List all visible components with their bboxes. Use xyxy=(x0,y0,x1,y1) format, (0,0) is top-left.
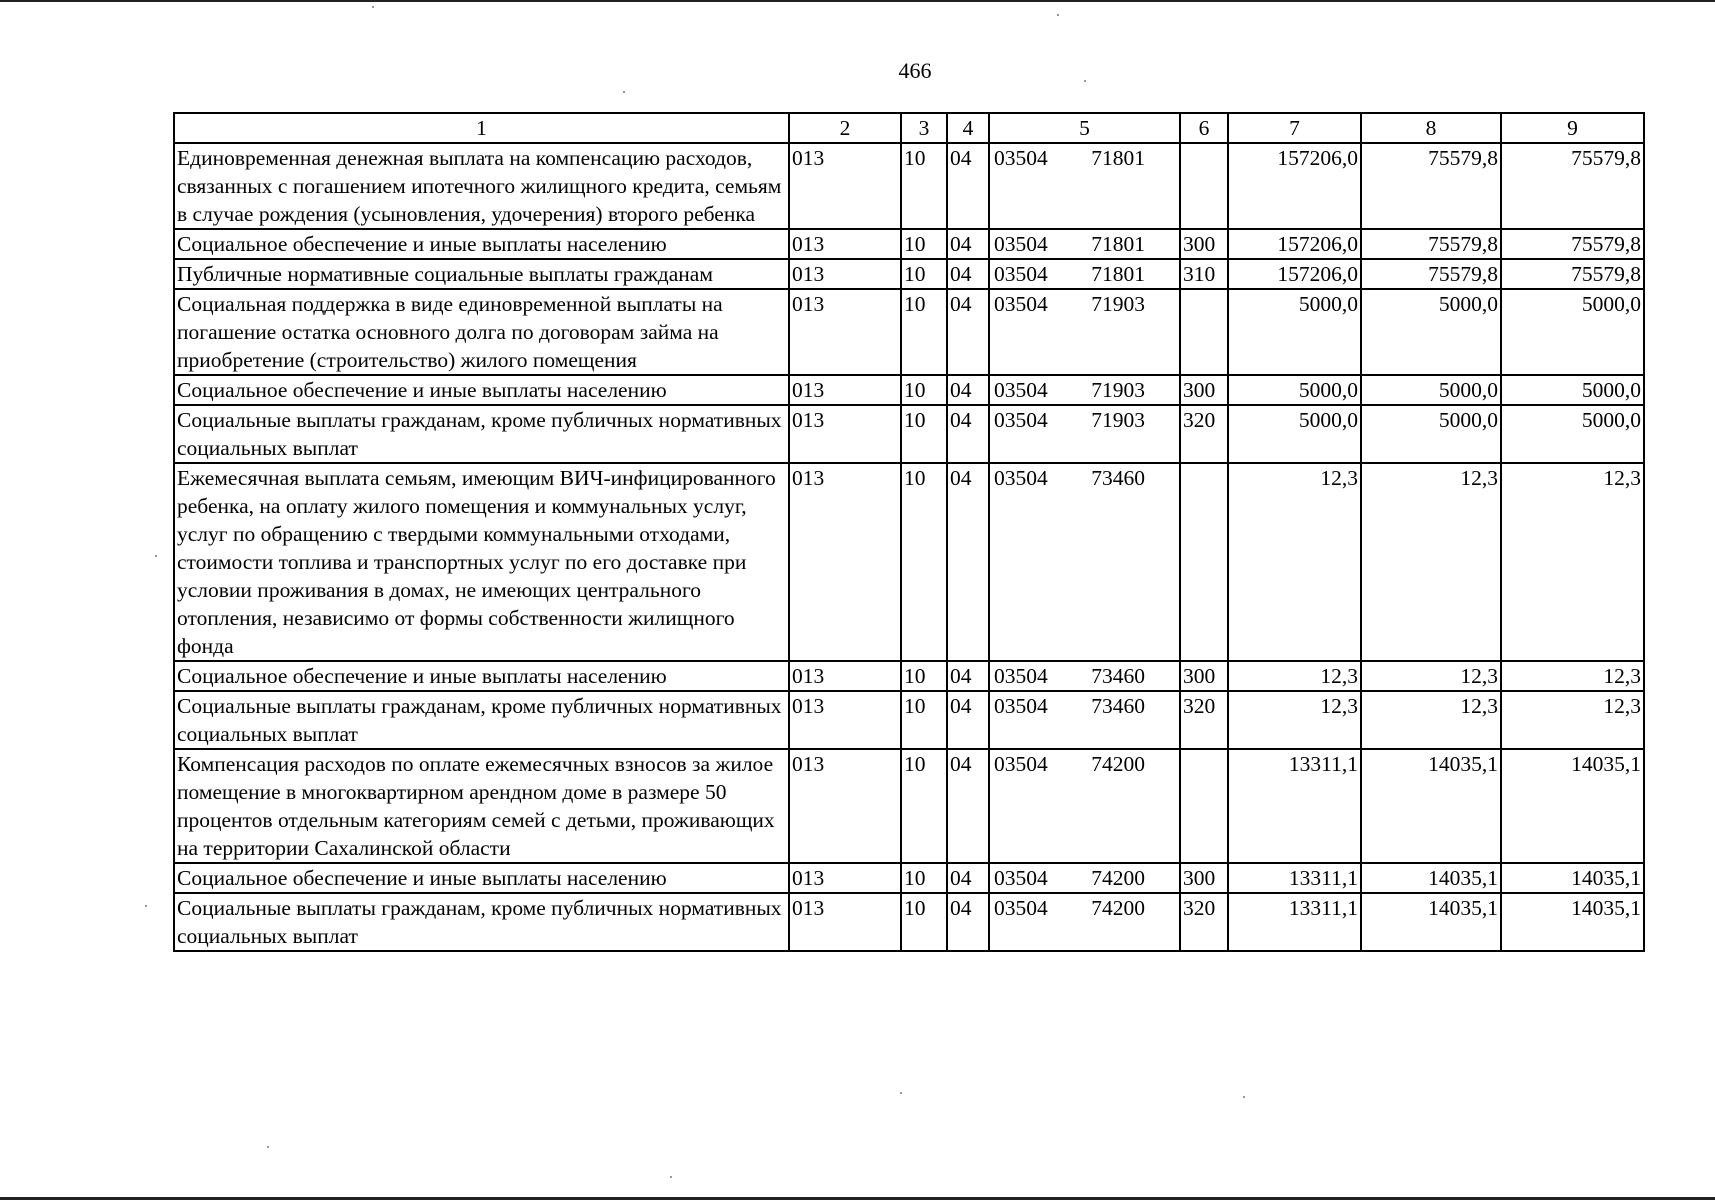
target-article-cell xyxy=(989,289,1180,375)
expense-type-cell: 300 xyxy=(1180,229,1228,259)
row-name-cell: Социальные выплаты гражданам, кроме публичных нормативных социальных выплат xyxy=(174,893,789,951)
amount-col7-cell: 5000,0 xyxy=(1228,289,1361,375)
amount-col7-cell: 5000,0 xyxy=(1228,405,1361,463)
target-article-program: 03504 xyxy=(994,664,1048,688)
ministry-code-cell: 013 xyxy=(789,691,901,749)
table-row xyxy=(174,405,1644,463)
target-article-direction: 71801 xyxy=(1091,146,1145,170)
amount-col7-cell: 12,3 xyxy=(1228,463,1361,661)
amount-col8-cell: 5000,0 xyxy=(1361,375,1501,405)
target-article-program: 03504 xyxy=(994,292,1048,316)
section-code-cell: 10 xyxy=(901,691,947,749)
target-article-direction: 73460 xyxy=(1091,694,1145,718)
scan-speck xyxy=(145,905,147,907)
expense-type-cell: 320 xyxy=(1180,691,1228,749)
row-name-cell: Компенсация расходов по оплате ежемесячных взносов за жилое помещение в многоквартирном арендном доме в размере 50 процентов отдельным категориям семей с детьми, проживающих на территории Сахалинской области xyxy=(174,749,789,863)
target-article-direction: 74200 xyxy=(1091,866,1145,890)
section-code-cell: 10 xyxy=(901,143,947,229)
section-code-cell: 10 xyxy=(901,229,947,259)
target-article-wrap xyxy=(992,464,1177,492)
target-article-program: 03504 xyxy=(994,896,1048,920)
target-article-program: 03504 xyxy=(994,408,1048,432)
amount-col8-cell: 75579,8 xyxy=(1361,259,1501,289)
subsection-code-cell: 04 xyxy=(947,375,989,405)
table-row xyxy=(174,749,1644,863)
target-article-program: 03504 xyxy=(994,694,1048,718)
section-code-cell: 10 xyxy=(901,749,947,863)
header-cell: 9 xyxy=(1501,113,1644,143)
row-name-cell: Социальное обеспечение и иные выплаты населению xyxy=(174,229,789,259)
target-article-cell xyxy=(989,259,1180,289)
amount-col9-cell: 5000,0 xyxy=(1501,289,1644,375)
target-article-program: 03504 xyxy=(994,466,1048,490)
table-row xyxy=(174,691,1644,749)
scan-speck xyxy=(372,6,374,8)
budget-table-body xyxy=(174,113,1644,951)
table-row xyxy=(174,289,1644,375)
amount-col8-cell: 12,3 xyxy=(1361,691,1501,749)
target-article-cell xyxy=(989,691,1180,749)
table-row xyxy=(174,893,1644,951)
section-code-cell: 10 xyxy=(901,405,947,463)
budget-table xyxy=(173,112,1645,952)
subsection-code-cell: 04 xyxy=(947,143,989,229)
row-name-cell: Социальная поддержка в виде единовременной выплаты на погашение остатка основного долга по договорам займа на приобретение (строительство) жилого помещения xyxy=(174,289,789,375)
amount-col7-cell: 157206,0 xyxy=(1228,229,1361,259)
target-article-wrap xyxy=(992,662,1177,690)
section-code-cell: 10 xyxy=(901,259,947,289)
section-code-cell: 10 xyxy=(901,463,947,661)
target-article-wrap xyxy=(992,376,1177,404)
target-article-direction: 71903 xyxy=(1091,378,1145,402)
amount-col8-cell: 14035,1 xyxy=(1361,893,1501,951)
expense-type-cell xyxy=(1180,749,1228,863)
subsection-code-cell: 04 xyxy=(947,289,989,375)
expense-type-cell: 300 xyxy=(1180,375,1228,405)
header-cell: 2 xyxy=(789,113,901,143)
amount-col8-cell: 75579,8 xyxy=(1361,229,1501,259)
target-article-cell xyxy=(989,229,1180,259)
section-code-cell: 10 xyxy=(901,863,947,893)
amount-col9-cell: 12,3 xyxy=(1501,463,1644,661)
scan-speck xyxy=(267,1146,269,1148)
amount-col9-cell: 14035,1 xyxy=(1501,749,1644,863)
table-row xyxy=(174,661,1644,691)
amount-col7-cell: 12,3 xyxy=(1228,661,1361,691)
amount-col9-cell: 14035,1 xyxy=(1501,863,1644,893)
target-article-wrap xyxy=(992,406,1177,434)
header-cell: 3 xyxy=(901,113,947,143)
subsection-code-cell: 04 xyxy=(947,229,989,259)
ministry-code-cell: 013 xyxy=(789,375,901,405)
section-code-cell: 10 xyxy=(901,375,947,405)
row-name-cell: Социальное обеспечение и иные выплаты населению xyxy=(174,661,789,691)
table-row xyxy=(174,143,1644,229)
target-article-cell xyxy=(989,463,1180,661)
table-row xyxy=(174,259,1644,289)
header-cell: 6 xyxy=(1180,113,1228,143)
subsection-code-cell: 04 xyxy=(947,749,989,863)
ministry-code-cell: 013 xyxy=(789,749,901,863)
amount-col9-cell: 75579,8 xyxy=(1501,259,1644,289)
subsection-code-cell: 04 xyxy=(947,661,989,691)
table-row xyxy=(174,375,1644,405)
ministry-code-cell: 013 xyxy=(789,661,901,691)
target-article-wrap xyxy=(992,894,1177,922)
target-article-direction: 74200 xyxy=(1091,896,1145,920)
subsection-code-cell: 04 xyxy=(947,405,989,463)
target-article-wrap xyxy=(992,230,1177,258)
expense-type-cell xyxy=(1180,463,1228,661)
amount-col8-cell: 5000,0 xyxy=(1361,289,1501,375)
amount-col9-cell: 75579,8 xyxy=(1501,143,1644,229)
target-article-direction: 71903 xyxy=(1091,408,1145,432)
target-article-direction: 73460 xyxy=(1091,466,1145,490)
expense-type-cell: 310 xyxy=(1180,259,1228,289)
amount-col9-cell: 5000,0 xyxy=(1501,375,1644,405)
target-article-direction: 74200 xyxy=(1091,752,1145,776)
amount-col8-cell: 12,3 xyxy=(1361,661,1501,691)
amount-col7-cell: 12,3 xyxy=(1228,691,1361,749)
amount-col8-cell: 75579,8 xyxy=(1361,143,1501,229)
ministry-code-cell: 013 xyxy=(789,405,901,463)
target-article-wrap xyxy=(992,750,1177,778)
section-code-cell: 10 xyxy=(901,289,947,375)
header-cell: 5 xyxy=(989,113,1180,143)
scan-speck xyxy=(1084,80,1086,82)
subsection-code-cell: 04 xyxy=(947,893,989,951)
row-name-cell: Социальное обеспечение и иные выплаты населению xyxy=(174,375,789,405)
scan-speck xyxy=(1057,14,1059,16)
amount-col9-cell: 75579,8 xyxy=(1501,229,1644,259)
ministry-code-cell: 013 xyxy=(789,863,901,893)
page-number: 466 xyxy=(898,58,932,83)
expense-type-cell: 320 xyxy=(1180,405,1228,463)
row-name-cell: Ежемесячная выплата семьям, имеющим ВИЧ-инфицированного ребенка, на оплату жилого помещения и коммунальных услуг, услуг по обращению с твердыми коммунальными отходами, стоимости топлива и транспортных услуг по его доставке при условии проживания в домах, не имеющих центрального отопления, независимо от формы собственности жилищного фонда xyxy=(174,463,789,661)
row-name-cell: Социальное обеспечение и иные выплаты населению xyxy=(174,863,789,893)
expense-type-cell: 320 xyxy=(1180,893,1228,951)
header-cell: 4 xyxy=(947,113,989,143)
scan-speck xyxy=(670,1176,672,1178)
amount-col8-cell: 12,3 xyxy=(1361,463,1501,661)
scan-speck xyxy=(155,555,157,557)
header-cell: 8 xyxy=(1361,113,1501,143)
subsection-code-cell: 04 xyxy=(947,691,989,749)
table-row xyxy=(174,863,1644,893)
target-article-cell xyxy=(989,375,1180,405)
subsection-code-cell: 04 xyxy=(947,259,989,289)
table-row xyxy=(174,229,1644,259)
subsection-code-cell: 04 xyxy=(947,463,989,661)
amount-col9-cell: 14035,1 xyxy=(1501,893,1644,951)
amount-col9-cell: 5000,0 xyxy=(1501,405,1644,463)
target-article-program: 03504 xyxy=(994,262,1048,286)
row-name-cell: Публичные нормативные социальные выплаты гражданам xyxy=(174,259,789,289)
amount-col7-cell: 5000,0 xyxy=(1228,375,1361,405)
target-article-direction: 71801 xyxy=(1091,262,1145,286)
target-article-cell xyxy=(989,749,1180,863)
ministry-code-cell: 013 xyxy=(789,259,901,289)
target-article-wrap xyxy=(992,260,1177,288)
expense-type-cell: 300 xyxy=(1180,661,1228,691)
table-row xyxy=(174,463,1644,661)
row-name-cell: Социальные выплаты гражданам, кроме публичных нормативных социальных выплат xyxy=(174,405,789,463)
row-name-cell: Единовременная денежная выплата на компенсацию расходов, связанных с погашением ипотечного жилищного кредита, семьям в случае рождения (усыновления, удочерения) второго ребенка xyxy=(174,143,789,229)
ministry-code-cell: 013 xyxy=(789,229,901,259)
table-header-row xyxy=(174,113,1644,143)
target-article-direction: 73460 xyxy=(1091,664,1145,688)
section-code-cell: 10 xyxy=(901,893,947,951)
amount-col8-cell: 14035,1 xyxy=(1361,863,1501,893)
scan-speck xyxy=(1243,1096,1245,1098)
target-article-program: 03504 xyxy=(994,866,1048,890)
expense-type-cell xyxy=(1180,289,1228,375)
scan-speck xyxy=(900,1092,902,1094)
amount-col7-cell: 157206,0 xyxy=(1228,259,1361,289)
target-article-cell xyxy=(989,893,1180,951)
ministry-code-cell: 013 xyxy=(789,143,901,229)
target-article-wrap xyxy=(992,692,1177,720)
amount-col9-cell: 12,3 xyxy=(1501,691,1644,749)
amount-col7-cell: 13311,1 xyxy=(1228,863,1361,893)
target-article-program: 03504 xyxy=(994,752,1048,776)
header-cell: 7 xyxy=(1228,113,1361,143)
amount-col8-cell: 5000,0 xyxy=(1361,405,1501,463)
ministry-code-cell: 013 xyxy=(789,463,901,661)
subsection-code-cell: 04 xyxy=(947,863,989,893)
target-article-cell xyxy=(989,863,1180,893)
header-cell: 1 xyxy=(174,113,789,143)
target-article-program: 03504 xyxy=(994,146,1048,170)
scan-edge-top xyxy=(0,0,1715,2)
amount-col7-cell: 13311,1 xyxy=(1228,893,1361,951)
ministry-code-cell: 013 xyxy=(789,289,901,375)
target-article-direction: 71903 xyxy=(1091,292,1145,316)
expense-type-cell xyxy=(1180,143,1228,229)
target-article-wrap xyxy=(992,864,1177,892)
amount-col9-cell: 12,3 xyxy=(1501,661,1644,691)
ministry-code-cell: 013 xyxy=(789,893,901,951)
target-article-program: 03504 xyxy=(994,378,1048,402)
target-article-direction: 71801 xyxy=(1091,232,1145,256)
target-article-wrap xyxy=(992,144,1177,172)
scan-speck xyxy=(623,91,625,93)
target-article-cell xyxy=(989,143,1180,229)
amount-col7-cell: 157206,0 xyxy=(1228,143,1361,229)
amount-col7-cell: 13311,1 xyxy=(1228,749,1361,863)
target-article-wrap xyxy=(992,290,1177,318)
target-article-program: 03504 xyxy=(994,232,1048,256)
row-name-cell: Социальные выплаты гражданам, кроме публичных нормативных социальных выплат xyxy=(174,691,789,749)
section-code-cell: 10 xyxy=(901,661,947,691)
amount-col8-cell: 14035,1 xyxy=(1361,749,1501,863)
target-article-cell xyxy=(989,661,1180,691)
expense-type-cell: 300 xyxy=(1180,863,1228,893)
target-article-cell xyxy=(989,405,1180,463)
